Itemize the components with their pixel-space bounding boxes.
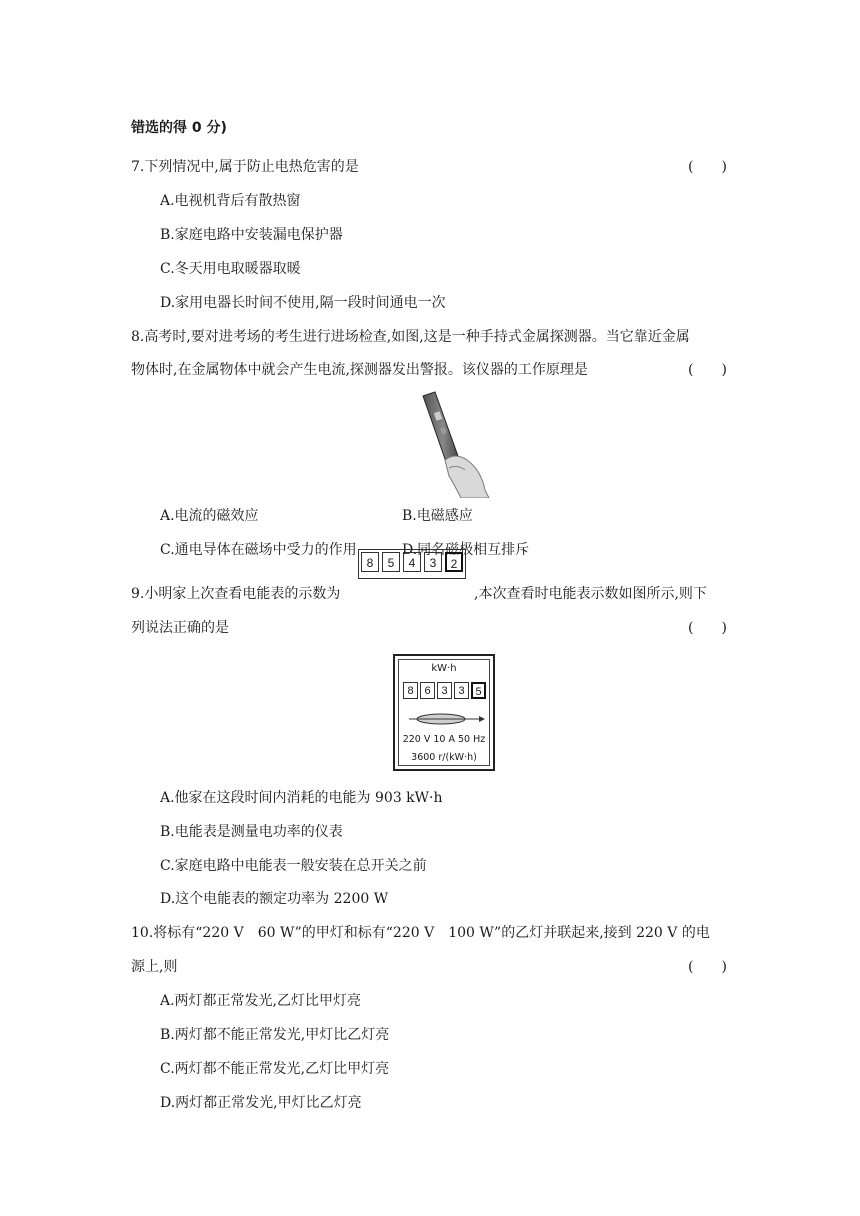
q7-option-d: D.家用电器长时间不使用,隔一段时间通电一次 [160, 295, 446, 311]
q9-option-a: A.他家在这段时间内消耗的电能为 903 kW·h [160, 790, 443, 806]
q9-option-c: C.家庭电路中电能表一般安装在总开关之前 [160, 858, 427, 874]
q7-option-a: A.电视机背后有散热窗 [160, 193, 301, 209]
q9-option-d: D.这个电能表的额定功率为 2200 W [160, 891, 389, 907]
meter-spec-rating: 220 V 10 A 50 Hz [402, 734, 486, 745]
q7-option-c: C.冬天用电取暖器取暖 [160, 261, 301, 277]
meter-digit: 6 [420, 682, 435, 699]
q9-stem-part2: ,本次查看时电能表示数如图所示,则下 [474, 586, 707, 602]
q8-stem-line2: 物体时,在金属物体中就会产生电流,探测器发出警报。该仪器的工作原理是 [131, 362, 588, 378]
q7-answer-paren: ( ) [688, 159, 727, 175]
q8-option-b: B.电磁感应 [402, 508, 473, 524]
prev-digit: 5 [382, 552, 400, 572]
q10-option-a: A.两灯都正常发光,乙灯比甲灯亮 [160, 993, 362, 1009]
q9-answer-paren: ( ) [688, 620, 727, 636]
q9-stem-line2: 列说法正确的是 [131, 620, 229, 636]
energy-meter [393, 654, 495, 771]
meter-digit: 3 [437, 682, 452, 699]
q8-stem-line1: 8.高考时,要对进考场的考生进行进场检查,如图,这是一种手持式金属探测器。当它靠近金属 [131, 329, 690, 345]
prev-digit: 3 [424, 552, 442, 572]
prev-digit: 8 [361, 552, 379, 572]
q8-option-d: D.同名磁极相互排斥 [402, 542, 530, 558]
meter-disc-icon [405, 708, 485, 730]
q10-option-d: D.两灯都正常发光,甲灯比乙灯亮 [160, 1095, 362, 1111]
q8-option-c: C.通电导体在磁场中受力的作用 [160, 542, 357, 558]
meter-spec-constant: 3600 r/(kW·h) [411, 752, 477, 763]
prev-digit: 4 [403, 552, 421, 572]
meter-reading [403, 682, 486, 699]
previous-meter-reading [358, 549, 466, 579]
q10-option-c: C.两灯都不能正常发光,乙灯比甲灯亮 [160, 1061, 390, 1077]
q10-stem-line1: 10.将标有“220 V 60 W”的甲灯和标有“220 V 100 W”的乙灯并联起来,接到 220 V 的电 [131, 925, 710, 941]
q7-option-b: B.家庭电路中安装漏电保护器 [160, 227, 343, 243]
meter-digit: 8 [403, 682, 418, 699]
q9-option-b: B.电能表是测量电功率的仪表 [160, 824, 343, 840]
metal-detector-image [415, 390, 495, 498]
q10-stem-line2: 源上,则 [131, 959, 178, 975]
q10-option-b: B.两灯都不能正常发光,甲灯比乙灯亮 [160, 1027, 390, 1043]
q7-stem: 7.下列情况中,属于防止电热危害的是 [131, 159, 359, 175]
q8-option-a: A.电流的磁效应 [160, 508, 259, 524]
meter-digit: 5 [471, 682, 486, 699]
prev-digit: 2 [445, 552, 463, 572]
q10-answer-paren: ( ) [688, 959, 727, 975]
meter-unit: kW·h [431, 663, 457, 674]
q8-answer-paren: ( ) [688, 362, 727, 378]
meter-digit: 3 [454, 682, 469, 699]
q9-stem-part1: 9.小明家上次查看电能表的示数为 [131, 586, 341, 602]
section-note: 错选的得 0 分) [131, 120, 227, 136]
